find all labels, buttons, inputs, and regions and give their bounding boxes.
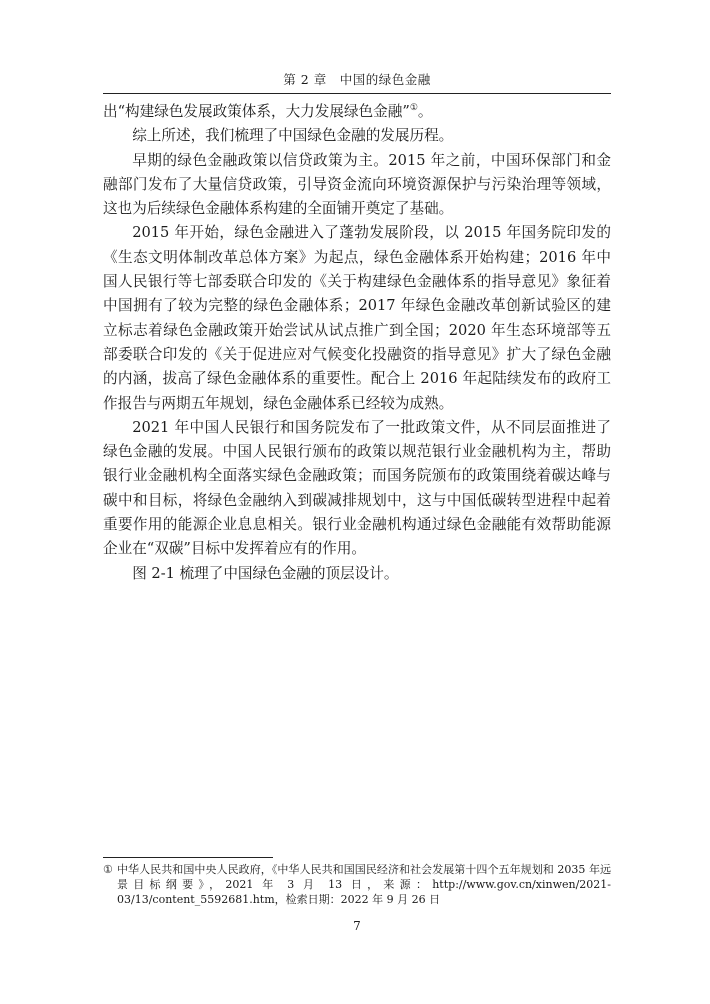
footnote-reference[interactable]: ①: [409, 103, 418, 114]
paragraph-summary: 综上所述，我们梳理了中国绿色金融的发展历程。: [132, 127, 454, 145]
paragraph-continuation: [103, 100, 611, 124]
paragraph-figure-reference: 图 2-1 梳理了中国绿色金融的顶层设计。: [132, 564, 399, 582]
footnote-text: 中华人民共和国中央人民政府，《中华人民共和国国民经济和社会发展第十四个五年规划和 2035 年远景目标纲要》，2021 年 3 月 13 日，来源：http://www.gov.cn/xinwen/2021-03/13/content_5592681.htm，检索日期：2022 年 9 月 26 日: [117, 863, 611, 906]
paragraph-early-policy: 早期的绿色金融政策以信贷政策为主。2015 年之前，中国环保部门和金融部门发布了大量信贷政策，引导资金流向环境资源保护与污染治理等领域，这也为后续绿色金融体系构建的全面铺开奠定了基础。: [103, 151, 611, 218]
footnote: [103, 862, 611, 907]
page-number: 7: [353, 919, 361, 933]
paragraph-2015-development: 2015 年开始，绿色金融进入了蓬勃发展阶段，以 2015 年国务院印发的《生态文明体制改革总体方案》为起点，绿色金融体系开始构建；2016 年中国人民银行等七部委联合印发的《关于构建绿色金融体系的指导意见》象征着中国拥有了较为完整的绿色金融体系；2017 年绿色金融改革创新试验区的建立标志着绿色金融政策开始尝试从试点推广到全国；2020 年生态环境部等五部委联合印发的《关于促进应对气候变化投融资的指导意见》扩大了绿色金融的内涵，拔高了绿色金融体系的重要性。配合上 2016 年起陆续发布的政府工作报告与两期五年规划，绿色金融体系已经较为成熟。: [103, 224, 611, 412]
paragraph-continuation-text: 出“构建绿色发展政策体系，大力发展绿色金融”: [103, 103, 410, 120]
header-rule: [103, 93, 611, 94]
running-header: 第 2 章 中国的绿色金融: [283, 72, 431, 87]
paragraph-continuation-end: 。: [417, 103, 433, 120]
paragraph-2021-policy: 2021 年中国人民银行和国务院发布了一批政策文件，从不同层面推进了绿色金融的发展。中国人民银行颁布的政策以规范银行业金融机构为主，帮助银行业金融机构全面落实绿色金融政策；而国务院颁布的政策围绕着碳达峰与碳中和目标，将绿色金融纳入到碳减排规划中，这与中国低碳转型进程中起着重要作用的能源企业息息相关。银行业金融机构通过绿色金融能有效帮助能源企业在“双碳”目标中发挥着应有的作用。: [103, 418, 611, 558]
body-text: [103, 100, 611, 586]
footnote-marker: ①: [103, 863, 113, 876]
footnote-rule: [103, 857, 273, 858]
